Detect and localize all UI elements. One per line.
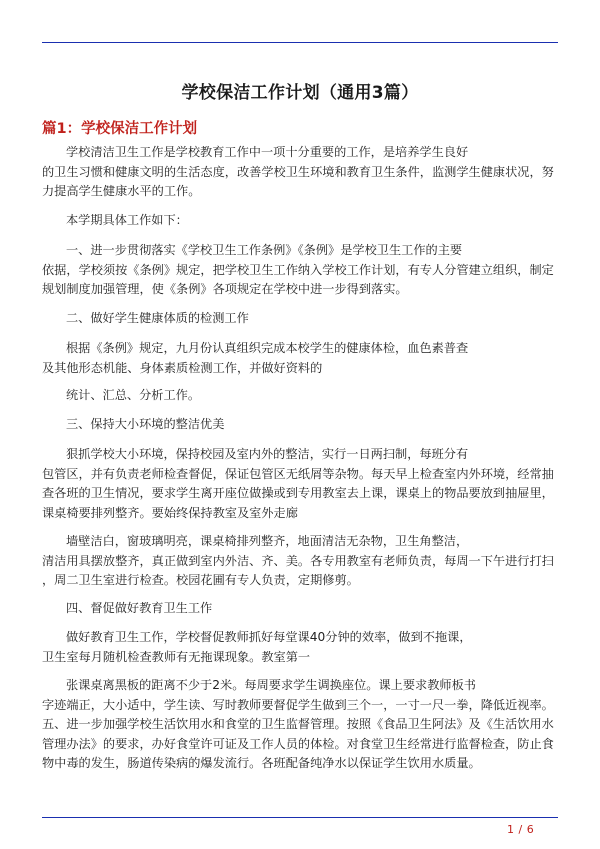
paragraph-line: 统计、汇总、分析工作。 bbox=[66, 388, 201, 402]
paragraph-line: 清洁用具摆放整齐，真正做到室内外洁、齐、美。各专用教室有老师负责，每周一下午进行打扫 bbox=[42, 553, 554, 568]
paragraph-line: 三、保持大小环境的整洁优美 bbox=[66, 417, 225, 431]
paragraph-line: 本学期具体工作如下： bbox=[66, 213, 188, 227]
paragraph-line: 字迹端正，大小适中，学生读、写时教师要督促学生做到三个一，一寸一尺一拳，降低近视率。 bbox=[42, 697, 554, 712]
paragraph-line: 及其他形态机能、身体素质检测工作，并做好资料的 bbox=[42, 360, 323, 375]
paragraph-item-3-heading bbox=[42, 415, 562, 435]
paragraph-item-4-cont bbox=[42, 676, 562, 774]
paragraph-item-3-body bbox=[42, 445, 562, 523]
paragraph-line: 规划制度加强管理，使《条例》各项规定在学校中进一步得到落实。 bbox=[42, 282, 408, 296]
paragraph-line: 课桌椅要排列整齐。要始终保持教室及室外走廊 bbox=[42, 505, 298, 520]
paragraph-line: ，周二卫生室进行检查。校园花圃有专人负责，定期修剪。 bbox=[42, 573, 359, 587]
paragraph-line: 五、进一步加强学校生活饮用水和食堂的卫生监督管理。按照《食品卫生阿法》及《生活饮用水 bbox=[42, 717, 554, 731]
footer-rule bbox=[42, 817, 558, 818]
paragraph-line: 查各班的卫生情况，要求学生离开座位做操或到专用教室去上课，课桌上的物品要放到抽屉里， bbox=[42, 486, 554, 500]
section-heading: 篇1：学校保洁工作计划 bbox=[42, 121, 198, 137]
paragraph-line: 力提高学生健康水平的工作。 bbox=[42, 184, 201, 198]
paragraph-line: 的卫生习惯和健康文明的生活态度，改善学校卫生环境和教育卫生条件，监测学生健康状况，努 bbox=[42, 164, 554, 179]
paragraph-line: 管理办法》的要求，办好食堂许可证及工作人员的体检。对食堂卫生经常进行监督检查，防止食 bbox=[42, 736, 554, 751]
document-title: 学校保洁工作计划（通用3篇） bbox=[181, 83, 419, 103]
paragraph-line: 卫生室每月随机检查教师有无拖课现象。教室第一 bbox=[42, 649, 311, 664]
paragraph-item-3-cont bbox=[42, 532, 562, 591]
paragraph-line: 一、进一步贯彻落实《学校卫生工作条例》《条例》是学校卫生工作的主要 bbox=[66, 243, 463, 257]
paragraph-line: 做好教育卫生工作，学校督促教师抓好每堂课40分钟的效率，做到不拖课， bbox=[66, 630, 472, 644]
paragraph-item-1 bbox=[42, 241, 562, 300]
paragraph-line: 二、做好学生健康体质的检测工作 bbox=[66, 311, 249, 325]
header-rule bbox=[42, 42, 558, 43]
paragraph-line: 依据，学校须按《条例》规定，把学校卫生工作纳入学校工作计划，有专人分管建立组织，制定 bbox=[42, 262, 554, 277]
paragraph-item-2-heading bbox=[42, 309, 562, 329]
paragraph-intro bbox=[42, 143, 562, 202]
paragraph-line: 墙壁洁白，窗玻璃明亮，课桌椅排列整齐，地面清洁无杂物，卫生角整洁， bbox=[66, 534, 469, 548]
paragraph-tasks-intro bbox=[42, 211, 562, 231]
paragraph-line: 包管区，并有负责老师检查督促，保证包管区无纸屑等杂物。每天早上检查室内外环境，经常抽 bbox=[42, 466, 554, 481]
paragraph-line: 狠抓学校大小环境，保持校园及室内外的整洁，实行一日两扫制，每班分有 bbox=[66, 447, 469, 461]
paragraph-item-2-body bbox=[42, 339, 562, 378]
paragraph-line: 张课桌离黑板的距离不少于2米。每周要求学生调换座位。课上要求教师板书 bbox=[66, 678, 476, 692]
page-number: 1 / 6 bbox=[507, 823, 535, 836]
paragraph-line: 根据《条例》规定，九月份认真组织完成本校学生的健康体检，血色素普查 bbox=[66, 341, 469, 355]
paragraph-line: 学校清洁卫生工作是学校教育工作中一项十分重要的工作，是培养学生良好 bbox=[66, 145, 469, 159]
paragraph-line: 四、督促做好教育卫生工作 bbox=[66, 601, 213, 615]
paragraph-item-2-cont bbox=[42, 386, 562, 406]
paragraph-item-4-heading bbox=[42, 599, 562, 619]
paragraph-line: 物中毒的发生，肠道传染病的爆发流行。各班配备纯净水以保证学生饮用水质量。 bbox=[42, 756, 481, 770]
paragraph-item-4-body bbox=[42, 628, 562, 667]
